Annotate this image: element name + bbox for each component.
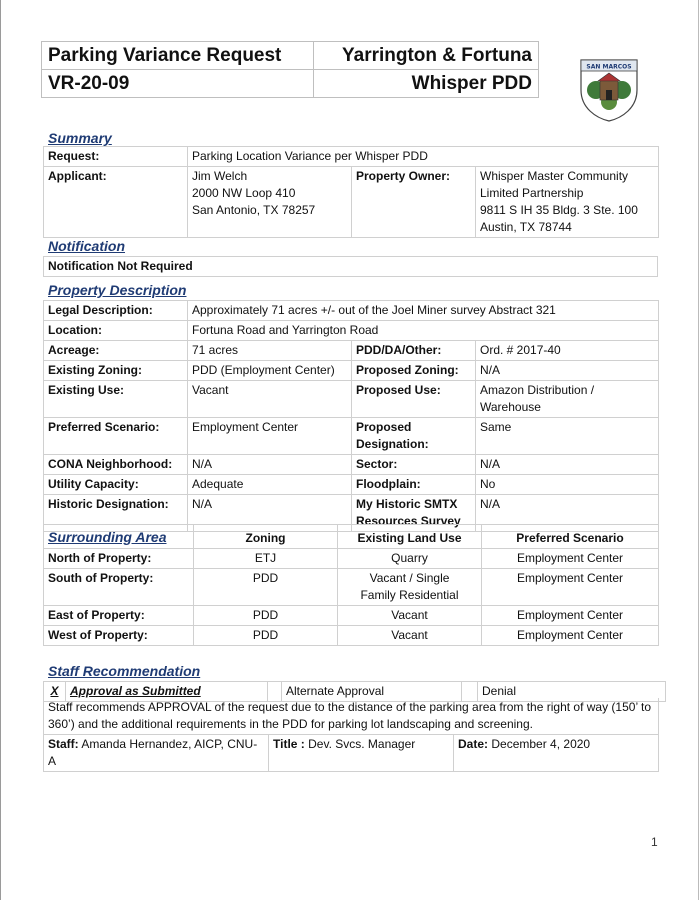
preferred-value: Employment Center — [188, 418, 352, 455]
north-land-use: Quarry — [338, 549, 482, 569]
col-land-use: Existing Land Use — [338, 525, 482, 549]
owner-value — [476, 167, 659, 238]
request-label: Request: — [44, 147, 188, 167]
title-block — [41, 41, 539, 98]
notification-value: Notification Not Required — [44, 257, 658, 277]
smtx-value: N/A — [476, 495, 659, 532]
existing-use-label: Existing Use: — [44, 381, 188, 418]
east-zoning: PDD — [194, 606, 338, 626]
applicant-label: Applicant: — [44, 167, 188, 238]
recommendation-text: Staff recommends APPROVAL of the request due to the distance of the parking area from the right of way (150’ to 360’) and the additional requirements in the PDD for parking lot landscaping and screening. — [44, 698, 659, 735]
smtx-line: Resources Survey — [356, 514, 461, 528]
recommendation-body — [43, 698, 659, 772]
proposed-use-line: Amazon Distribution / — [480, 383, 595, 397]
existing-zoning-value: PDD (Employment Center) — [188, 361, 352, 381]
denial-option: Denial — [478, 682, 666, 702]
existing-use-value: Vacant — [188, 381, 352, 418]
table-row — [44, 606, 659, 626]
sector-label: Sector: — [352, 455, 476, 475]
north-preferred: Employment Center — [482, 549, 659, 569]
proposed-zoning-label: Proposed Zoning: — [352, 361, 476, 381]
location-value: Fortuna Road and Yarrington Road — [188, 321, 659, 341]
surrounding-heading-cell — [44, 525, 194, 549]
table-row — [44, 569, 659, 606]
approval-mark: X — [44, 682, 66, 702]
proposed-designation-value: Same — [476, 418, 659, 455]
project-subtitle: Whisper PDD — [314, 70, 539, 98]
staff-cell — [44, 735, 269, 772]
property-table — [43, 300, 659, 532]
cona-value: N/A — [188, 455, 352, 475]
proposed-designation-line: Proposed — [356, 420, 412, 434]
title-label: Title : — [273, 737, 305, 751]
owner-line: 9811 S IH 35 Bldg. 3 Ste. 100 — [480, 203, 638, 217]
request-title: Parking Variance Request — [42, 42, 314, 70]
applicant-line: 2000 NW Loop 410 — [192, 186, 296, 200]
proposed-designation-label — [352, 418, 476, 455]
south-label: South of Property: — [44, 569, 194, 606]
col-zoning: Zoning — [194, 525, 338, 549]
alternate-option: Alternate Approval — [282, 682, 462, 702]
date-cell — [454, 735, 659, 772]
notification-table — [43, 256, 658, 277]
historic-label: Historic Designation: — [44, 495, 188, 532]
table-row — [44, 549, 659, 569]
owner-line: Austin, TX 78744 — [480, 220, 572, 234]
preferred-label: Preferred Scenario: — [44, 418, 188, 455]
east-preferred: Employment Center — [482, 606, 659, 626]
south-zoning: PDD — [194, 569, 338, 606]
west-preferred: Employment Center — [482, 626, 659, 646]
south-land-use-line: Family Residential — [360, 588, 459, 602]
surrounding-heading: Surrounding Area — [48, 529, 167, 545]
historic-value: N/A — [188, 495, 352, 532]
staff-name: Amanda Hernandez, AICP, CNU-A — [48, 737, 258, 768]
applicant-line: Jim Welch — [192, 169, 248, 183]
summary-table — [43, 146, 659, 238]
existing-zoning-label: Existing Zoning: — [44, 361, 188, 381]
location-label: Location: — [44, 321, 188, 341]
sector-value: N/A — [476, 455, 659, 475]
owner-line: Whisper Master Community — [480, 169, 629, 183]
notification-heading: Notification — [48, 238, 125, 254]
applicant-line: San Antonio, TX 78257 — [192, 203, 316, 217]
page-number: 1 — [651, 835, 658, 849]
title-cell — [269, 735, 454, 772]
floodplain-label: Floodplain: — [352, 475, 476, 495]
proposed-use-value — [476, 381, 659, 418]
report-date: December 4, 2020 — [491, 737, 591, 751]
case-number: VR-20-09 — [42, 70, 314, 98]
pdd-value: Ord. # 2017-40 — [476, 341, 659, 361]
property-heading: Property Description — [48, 282, 187, 298]
col-preferred: Preferred Scenario — [482, 525, 659, 549]
east-land-use: Vacant — [338, 606, 482, 626]
staff-title: Dev. Svcs. Manager — [308, 737, 416, 751]
recommendation-heading: Staff Recommendation — [48, 663, 201, 679]
page-edge-left — [0, 0, 1, 900]
pdd-label: PDD/DA/Other: — [352, 341, 476, 361]
acreage-label: Acreage: — [44, 341, 188, 361]
legal-value: Approximately 71 acres +/- out of the Joel Miner survey Abstract 321 — [188, 301, 659, 321]
east-label: East of Property: — [44, 606, 194, 626]
table-row — [44, 626, 659, 646]
acreage-value: 71 acres — [188, 341, 352, 361]
date-label: Date: — [458, 737, 489, 751]
utility-label: Utility Capacity: — [44, 475, 188, 495]
legal-label: Legal Description: — [44, 301, 188, 321]
applicant-value — [188, 167, 352, 238]
utility-value: Adequate — [188, 475, 352, 495]
request-value: Parking Location Variance per Whisper PDD — [188, 147, 659, 167]
floodplain-value: No — [476, 475, 659, 495]
seal-text: SAN MARCOS — [586, 63, 632, 71]
surrounding-table — [43, 524, 659, 646]
project-name: Yarrington & Fortuna — [314, 42, 539, 70]
west-land-use: Vacant — [338, 626, 482, 646]
west-zoning: PDD — [194, 626, 338, 646]
staff-label: Staff: — [48, 737, 79, 751]
smtx-line: My Historic SMTX — [356, 497, 458, 511]
south-land-use-line: Vacant / Single — [369, 571, 450, 585]
south-land-use — [338, 569, 482, 606]
proposed-zoning-value: N/A — [476, 361, 659, 381]
proposed-use-label: Proposed Use: — [352, 381, 476, 418]
owner-label: Property Owner: — [352, 167, 476, 238]
proposed-designation-line: Designation: — [356, 437, 429, 451]
summary-heading: Summary — [48, 130, 112, 146]
north-zoning: ETJ — [194, 549, 338, 569]
cona-label: CONA Neighborhood: — [44, 455, 188, 475]
city-seal-icon — [578, 56, 640, 122]
approval-option: Approval as Submitted — [66, 682, 268, 702]
north-label: North of Property: — [44, 549, 194, 569]
south-preferred: Employment Center — [482, 569, 659, 606]
proposed-use-line: Warehouse — [480, 400, 541, 414]
owner-line: Limited Partnership — [480, 186, 584, 200]
west-label: West of Property: — [44, 626, 194, 646]
